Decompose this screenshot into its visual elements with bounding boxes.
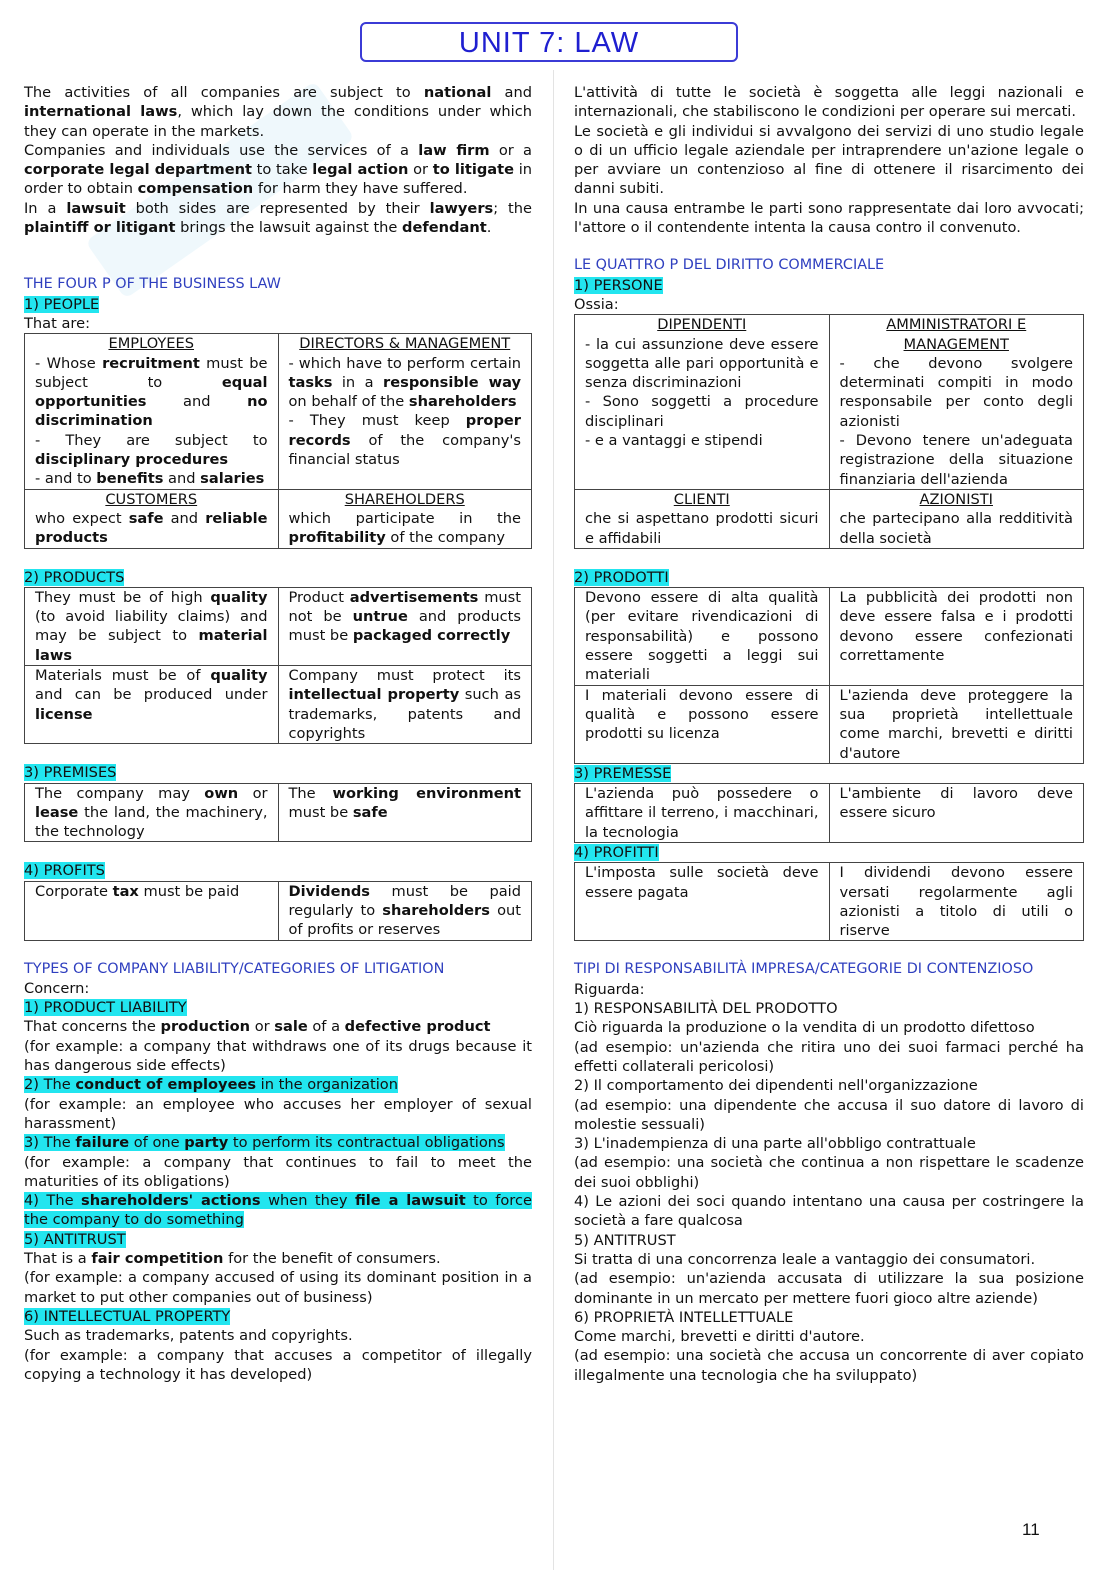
spacer (24, 842, 532, 861)
liability-type-6 (24, 1307, 532, 1326)
people-heading (24, 295, 532, 314)
page-title: UNIT 7: LAW (360, 22, 738, 62)
bold-term: production (160, 1018, 251, 1036)
bold-term: own (204, 784, 239, 802)
intro-paragraph: Le società e gli individui si avvalgono dei servizi di uno studio legale o di un ufficio legale aziendale per intraprendere un'azione legale o per avviare un contenzioso al fine di ottenere il risarcimento dei danni subiti. (574, 122, 1084, 198)
liability-type-text: (for example: a company that accuses a competitor of illegally copying a technology it has developed) (24, 1346, 532, 1383)
table-cell (829, 489, 1084, 548)
bold-term: party (184, 1134, 229, 1152)
bold-term: conduct of employees (75, 1076, 257, 1094)
liability-type-3: 3) L'inadempienza di una parte all'obbligo contrattuale (574, 1135, 976, 1153)
liability-type-text: (ad esempio: un'azienda che ritira uno dei suoi farmaci perché ha effetti collaterali pericolosi) (574, 1038, 1084, 1075)
spacer (24, 941, 532, 960)
bold-term: no discrimination (35, 393, 268, 430)
profits-table (24, 881, 532, 941)
table-row (575, 489, 1084, 548)
bold-term: material laws (35, 627, 268, 664)
table-row (25, 334, 532, 489)
bold-term: file a lawsuit (354, 1192, 466, 1210)
cell-title: DIRECTORS & MANAGEMENT (299, 335, 511, 353)
cell-text: Product advertisements must not be untrue and products must be packaged correctly (288, 588, 522, 645)
bold-term: to litigate (432, 161, 515, 179)
bold-term: disciplinary procedures (35, 451, 229, 469)
bold-term: recruitment (102, 354, 200, 372)
cell-text: La pubblicità dei prodotti non deve essere falsa e i prodotti devono essere confezionati correttamente (839, 589, 1073, 665)
premises-heading (24, 763, 532, 782)
liability-type-6: 6) PROPRIETÀ INTELLETTUALE (574, 1308, 794, 1326)
bold-term: advertisements (349, 588, 479, 606)
cell-title: SHAREHOLDERS (344, 490, 465, 508)
liability-type-3 (24, 1133, 532, 1152)
table-row (575, 315, 1084, 490)
bold-term: profitability (288, 529, 386, 547)
table-cell (829, 685, 1084, 763)
concern-label: Riguarda: (574, 980, 645, 998)
liability-type-1 (24, 998, 532, 1017)
profits-table (574, 862, 1084, 941)
cell-text: Corporate tax must be paid (35, 882, 240, 900)
liability-type-text: That is a fair competition for the benefit of consumers. (24, 1250, 441, 1268)
cell-text: che si aspettano prodotti sicuri e affidabili (585, 510, 819, 547)
spacer (574, 237, 1084, 256)
cell-title: AMMINISTRATORI E MANAGEMENT (886, 316, 1027, 353)
cell-text: - They must keep proper records of the company's financial status (288, 412, 521, 469)
premises-table (24, 783, 532, 843)
liability-type-text: Si tratta di una concorrenza leale a vantaggio dei consumatori. (574, 1250, 1036, 1268)
liability-type-4: 4) Le azioni dei soci quando intentano una causa per costringere la società a fare qualcosa (574, 1193, 1084, 1230)
table-cell (25, 334, 279, 489)
cell-text: - They are subject to disciplinary procedures (35, 431, 268, 469)
products-heading-highlight: 2) PRODUCTS (24, 568, 125, 586)
liability-type-text: (for example: a company that withdraws one of its drugs because it has dangerous side effects) (24, 1037, 532, 1075)
liability-type-1: 1) RESPONSABILITÀ DEL PRODOTTO (574, 1000, 838, 1018)
table-cell (25, 489, 279, 548)
bold-term: equal opportunities (35, 373, 268, 411)
table-cell (25, 666, 279, 744)
table-cell (278, 881, 532, 940)
cell-text: L'azienda può possedere o affittare il terreno, i macchinari, la tecnologia (585, 785, 819, 841)
section-heading-four-p: LE QUATTRO P DEL DIRITTO COMMERCIALE (574, 257, 885, 274)
cell-text: - Devono tenere un'adeguata registrazione della situazione finanziaria dell'azienda (839, 432, 1073, 488)
products-heading (574, 568, 1084, 587)
bold-term: lease (35, 803, 79, 821)
table-cell (829, 588, 1084, 685)
cell-title: EMPLOYEES (108, 335, 195, 353)
cell-text: - che devono svolgere determinati compiti in modo responsabile per conto degli azionisti (839, 354, 1073, 430)
liability-type-4 (24, 1191, 532, 1230)
cell-title: AZIONISTI (919, 490, 993, 508)
cell-text: I dividendi devono essere versati regolarmente agli azionisti a titolo di utili o riserve (839, 864, 1073, 940)
cell-text: The working environment must be safe (288, 784, 521, 821)
cell-title: CUSTOMERS (105, 490, 198, 508)
section-heading-four-p: THE FOUR P OF THE BUSINESS LAW (24, 276, 281, 293)
liability-type-5 (24, 1230, 532, 1249)
liability-type-5: 5) ANTITRUST (574, 1231, 676, 1249)
bold-term: quality (210, 588, 268, 606)
intro-paragraph: Companies and individuals use the services of a law firm or a corporate legal department to take legal action or to litigate in order to obtain compensation for harm they have suffered. (24, 141, 532, 198)
liability-type-text: Ciò riguarda la produzione o la vendita di un prodotto difettoso (574, 1019, 1035, 1037)
table-row (575, 784, 1084, 843)
bold-term: Dividends (288, 882, 370, 900)
cell-text: Materials must be of quality and can be produced under license (35, 667, 268, 723)
intro-paragraph: In a lawsuit both sides are represented by their lawyers; the plaintiff or litigant brings the lawsuit against the defendant. (24, 199, 532, 237)
cell-text: - which have to perform certain tasks in a responsible way on behalf of the shareholders (288, 354, 522, 411)
liability-type-text: (ad esempio: una società che continua a non rispettare le scadenze dei suoi obblighi) (574, 1154, 1084, 1191)
bold-term: shareholders (382, 901, 490, 919)
bold-term: safe (128, 509, 164, 527)
table-cell (575, 315, 830, 490)
bold-term: salaries (200, 470, 265, 488)
premises-heading (574, 764, 1084, 783)
bold-term: untrue (352, 608, 408, 626)
liability-type-text: Such as trademarks, patents and copyrights. (24, 1327, 353, 1345)
table-cell (278, 489, 532, 548)
products-table (24, 587, 532, 744)
table-cell (829, 863, 1084, 941)
liability-type-highlight: 4) The shareholders' actions when they file a lawsuit to force the company to do something (24, 1192, 532, 1229)
liability-type-text: (ad esempio: una società che accusa un concorrente di aver copiato illegalmente una tecnologia che ha sviluppato) (574, 1347, 1084, 1384)
cell-text: - Sono soggetti a procedure disciplinari (585, 393, 819, 430)
liability-type-2: 2) Il comportamento dei dipendenti nell'organizzazione (574, 1077, 978, 1095)
table-cell (575, 489, 830, 548)
cell-text: - and to benefits and salaries (35, 470, 265, 488)
bold-term: benefits (96, 470, 164, 488)
table-cell (575, 685, 830, 763)
premises-table (574, 783, 1084, 843)
people-table (574, 314, 1084, 549)
liability-type-2 (24, 1075, 532, 1094)
bold-term: lawyers (429, 199, 494, 217)
cell-text: - la cui assunzione deve essere soggetta alle pari opportunità e senza discriminazioni (585, 335, 819, 392)
table-cell (25, 587, 279, 665)
cell-title: CLIENTI (673, 490, 730, 508)
cell-text: Dividends must be paid regularly to shareholders out of profits or reserves (288, 882, 521, 939)
bold-term: lawsuit (66, 199, 126, 217)
cell-text: Devono essere di alta qualità (per evitare rivendicazioni di responsabilità) e possono essere soggetti a leggi sui materiali (585, 589, 819, 684)
liability-type-text: (ad esempio: un'azienda accusata di utilizzare la sua posizione dominante in un mercato per mettere fuori gioco altre aziende) (574, 1270, 1084, 1307)
table-cell (575, 588, 830, 685)
liability-types-heading: TYPES OF COMPANY LIABILITY/CATEGORIES OF LITIGATION (24, 960, 445, 977)
table-cell (25, 783, 279, 842)
liability-type-text: (ad esempio: una dipendente che accusa il suo datore di lavoro di molestie sessuali) (574, 1096, 1084, 1133)
cell-text: - e a vantaggi e stipendi (585, 432, 763, 450)
bold-term: tax (112, 882, 139, 900)
page-number: 11 (1022, 1520, 1040, 1539)
table-cell (25, 881, 279, 940)
spacer (24, 549, 532, 568)
table-row (25, 587, 532, 665)
table-cell (278, 783, 532, 842)
liability-type-text: (for example: a company accused of using its dominant position in a market to put other companies out of business) (24, 1269, 532, 1306)
liability-type-highlight: 5) ANTITRUST (24, 1230, 126, 1248)
table-cell (829, 784, 1084, 843)
table-cell (575, 784, 830, 843)
liability-type-highlight: 6) INTELLECTUAL PROPERTY (24, 1307, 231, 1325)
cell-text: che partecipano alla redditività della società (839, 510, 1073, 547)
english-column (24, 83, 532, 1384)
bold-term: corporate legal department (24, 161, 252, 179)
profits-heading (24, 861, 532, 880)
bold-term: plaintiff or litigant (24, 219, 176, 237)
bold-term: tasks (288, 373, 333, 391)
table-row (575, 863, 1084, 941)
cell-text: which participate in the profitability of the company (288, 509, 521, 547)
table-row (25, 881, 532, 940)
intro-paragraph: L'attività di tutte le società è soggetta alle leggi nazionali e internazionali, che stabiliscono le condizioni per operare sui mercati. (574, 84, 1084, 121)
cell-text: I materiali devono essere di qualità e possono essere prodotti su licenza (585, 686, 819, 743)
table-cell (278, 334, 532, 489)
premises-heading-highlight: 3) PREMISES (24, 764, 117, 782)
bold-term: national (423, 84, 492, 101)
profits-heading-highlight: 4) PROFITTI (574, 843, 659, 861)
table-row (575, 588, 1084, 685)
people-table (24, 333, 532, 548)
intro-paragraph: The activities of all companies are subject to national and international laws, which lay down the conditions under which they can operate in the markets. (24, 84, 533, 140)
liability-type-text: That concerns the production or sale of a defective product (24, 1018, 491, 1036)
bold-term: proper records (288, 412, 521, 449)
bold-term: packaged correctly (352, 627, 511, 645)
table-row (25, 783, 532, 842)
liability-type-text: Come marchi, brevetti e diritti d'autore. (574, 1328, 865, 1346)
bold-term: law firm (418, 141, 490, 159)
people-heading-highlight: 1) PEOPLE (24, 295, 100, 313)
bold-term: responsible way (383, 373, 522, 391)
liability-type-text: (for example: an employee who accuses her employer of sexual harassment) (24, 1095, 532, 1132)
cell-text: L'imposta sulle società deve essere pagata (585, 864, 819, 901)
bold-term: reliable products (35, 509, 268, 547)
bold-term: compensation (137, 180, 254, 198)
profits-heading (574, 843, 1084, 862)
liability-type-highlight: 2) The conduct of employees in the organization (24, 1076, 398, 1094)
premises-heading-highlight: 3) PREMESSE (574, 764, 672, 782)
bold-term: international laws (24, 103, 178, 121)
cell-text: They must be of high quality (to avoid liability claims) and may be subject to material laws (35, 588, 268, 664)
that-are-label: Ossia: (574, 295, 619, 313)
intro-paragraph: In una causa entrambe le parti sono rappresentate dai loro avvocati; l'attore o il contendente intenta la causa contro il convenuto. (574, 199, 1084, 237)
bold-term: intellectual property (288, 686, 460, 704)
table-row (25, 666, 532, 744)
column-divider (553, 70, 554, 1570)
profits-heading-highlight: 4) PROFITS (24, 862, 105, 880)
bold-term: fair competition (91, 1250, 224, 1268)
cell-text: L'azienda deve proteggere la sua proprietà intellettuale come marchi, brevetti e diritti d'autore (839, 686, 1073, 762)
table-cell (278, 587, 532, 665)
bold-term: shareholders (408, 393, 517, 411)
cell-text: L'ambiente di lavoro deve essere sicuro (839, 785, 1073, 822)
table-row (575, 685, 1084, 763)
bold-term: defective product (344, 1018, 491, 1036)
people-heading (574, 276, 1084, 295)
bold-term: sale (274, 1018, 308, 1036)
cell-text: Company must protect its intellectual property such as trademarks, patents and copyrights (288, 667, 521, 742)
bold-term: failure (75, 1134, 130, 1152)
italian-column (574, 83, 1084, 1385)
products-heading (24, 568, 532, 587)
spacer (24, 237, 532, 256)
that-are-label: That are: (24, 314, 90, 332)
cell-text: - Whose recruitment must be subject to equal opportunities and no discrimination (35, 354, 268, 430)
products-table (574, 587, 1084, 764)
bold-term: working environment (332, 784, 521, 802)
liability-type-highlight: 1) PRODUCT LIABILITY (24, 999, 187, 1017)
bold-term: license (35, 705, 93, 723)
table-cell (575, 863, 830, 941)
bold-term: defendant (402, 219, 487, 237)
table-row (25, 489, 532, 548)
cell-title: DIPENDENTI (657, 316, 747, 334)
bold-term: safe (352, 803, 388, 821)
spacer (24, 256, 532, 275)
concern-label: Concern: (24, 979, 90, 997)
bold-term: shareholders' actions (81, 1192, 261, 1210)
table-cell (278, 666, 532, 744)
bold-term: quality (210, 667, 268, 685)
products-heading-highlight: 2) PRODOTTI (574, 568, 669, 586)
spacer (24, 744, 532, 763)
people-heading-highlight: 1) PERSONE (574, 276, 663, 294)
cell-text: who expect safe and reliable products (35, 509, 268, 547)
cell-text: The company may own or lease the land, the machinery, the technology (35, 784, 268, 841)
bold-term: legal action (312, 161, 409, 179)
spacer (574, 941, 1084, 960)
table-cell (829, 315, 1084, 490)
liability-type-text: (for example: a company that continues to fail to meet the maturities of its obligations) (24, 1153, 532, 1190)
spacer (574, 549, 1084, 568)
liability-types-heading: TIPI DI RESPONSABILITÀ IMPRESA/CATEGORIE DI CONTENZIOSO (574, 961, 1034, 978)
liability-type-highlight: 3) The failure of one party to perform its contractual obligations (24, 1134, 505, 1152)
